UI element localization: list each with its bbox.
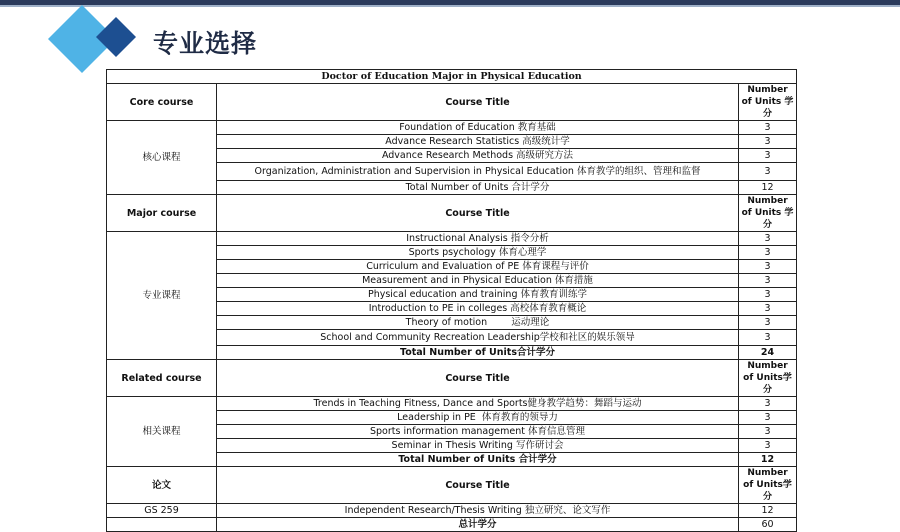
course-title: Foundation of Education 教育基础: [217, 121, 739, 135]
grand-total-label: 总计学分: [217, 518, 739, 532]
course-units: 3: [739, 411, 797, 425]
course-title: School and Community Recreation Leadership学校和社区的娱乐领导: [217, 330, 739, 346]
course-title: Curriculum and Evaluation of PE 体育课程与评价: [217, 260, 739, 274]
column-header-title: Course Title: [217, 467, 739, 504]
total-label: Total Number of Units 合计学分: [217, 453, 739, 467]
course-units: 12: [739, 504, 797, 518]
course-title: Physical education and training 体育教育训练学: [217, 288, 739, 302]
column-header-units: Number of Units学分: [739, 360, 797, 397]
course-units: 3: [739, 135, 797, 149]
course-units: 3: [739, 246, 797, 260]
column-header-title: Course Title: [217, 360, 739, 397]
column-header-title: Course Title: [217, 195, 739, 232]
course-title: Organization, Administration and Supervision in Physical Education 体育教学的组织、管理和监督: [217, 163, 739, 181]
group-label: 核心课程: [107, 121, 217, 195]
course-title: Instructional Analysis 指令分析: [217, 232, 739, 246]
total-label: Total Number of Units 合计学分: [217, 181, 739, 195]
total-units: 12: [739, 453, 797, 467]
course-title: Measurement and in Physical Education 体育措施: [217, 274, 739, 288]
table-caption: Doctor of Education Major in Physical Education: [107, 70, 797, 84]
course-title: Advance Research Methods 高级研究方法: [217, 149, 739, 163]
course-units: 3: [739, 163, 797, 181]
group-label: 相关课程: [107, 397, 217, 467]
course-title: Theory of motion 运动理论: [217, 316, 739, 330]
empty-cell: [107, 518, 217, 532]
course-title: Independent Research/Thesis Writing 独立研究、论文写作: [217, 504, 739, 518]
grand-total-units: 60: [739, 518, 797, 532]
course-units: 3: [739, 316, 797, 330]
course-units: 3: [739, 302, 797, 316]
total-units: 24: [739, 346, 797, 360]
section-category: Major course: [107, 195, 217, 232]
course-units: 3: [739, 330, 797, 346]
total-label: Total Number of Units合计学分: [217, 346, 739, 360]
course-title: Sports psychology 体育心理学: [217, 246, 739, 260]
course-units: 3: [739, 288, 797, 302]
column-header-units: Number of Units 学分: [739, 195, 797, 232]
section-category: Related course: [107, 360, 217, 397]
course-units: 3: [739, 425, 797, 439]
course-units: 3: [739, 439, 797, 453]
column-header-units: Number of Units学分: [739, 467, 797, 504]
course-title: Leadership in PE 体育教育的领导力: [217, 411, 739, 425]
course-code: GS 259: [107, 504, 217, 518]
course-units: 3: [739, 149, 797, 163]
course-title: Advance Research Statistics 高级统计学: [217, 135, 739, 149]
course-units: 3: [739, 232, 797, 246]
course-title: Trends in Teaching Fitness, Dance and Sports健身教学趋势：舞蹈与运动: [217, 397, 739, 411]
course-title: Seminar in Thesis Writing 写作研讨会: [217, 439, 739, 453]
column-header-units: Number of Units 学分: [739, 84, 797, 121]
page-title: 专业选择: [153, 29, 258, 58]
section-category: 论文: [107, 467, 217, 504]
total-units: 12: [739, 181, 797, 195]
course-units: 3: [739, 397, 797, 411]
course-title: Sports information management 体育信息管理: [217, 425, 739, 439]
course-units: 3: [739, 274, 797, 288]
course-title: Introduction to PE in colleges 高校体育教育概论: [217, 302, 739, 316]
section-category: Core course: [107, 84, 217, 121]
course-units: 3: [739, 260, 797, 274]
group-label: 专业课程: [107, 232, 217, 360]
column-header-title: Course Title: [217, 84, 739, 121]
course-table: [106, 69, 797, 532]
course-units: 3: [739, 121, 797, 135]
